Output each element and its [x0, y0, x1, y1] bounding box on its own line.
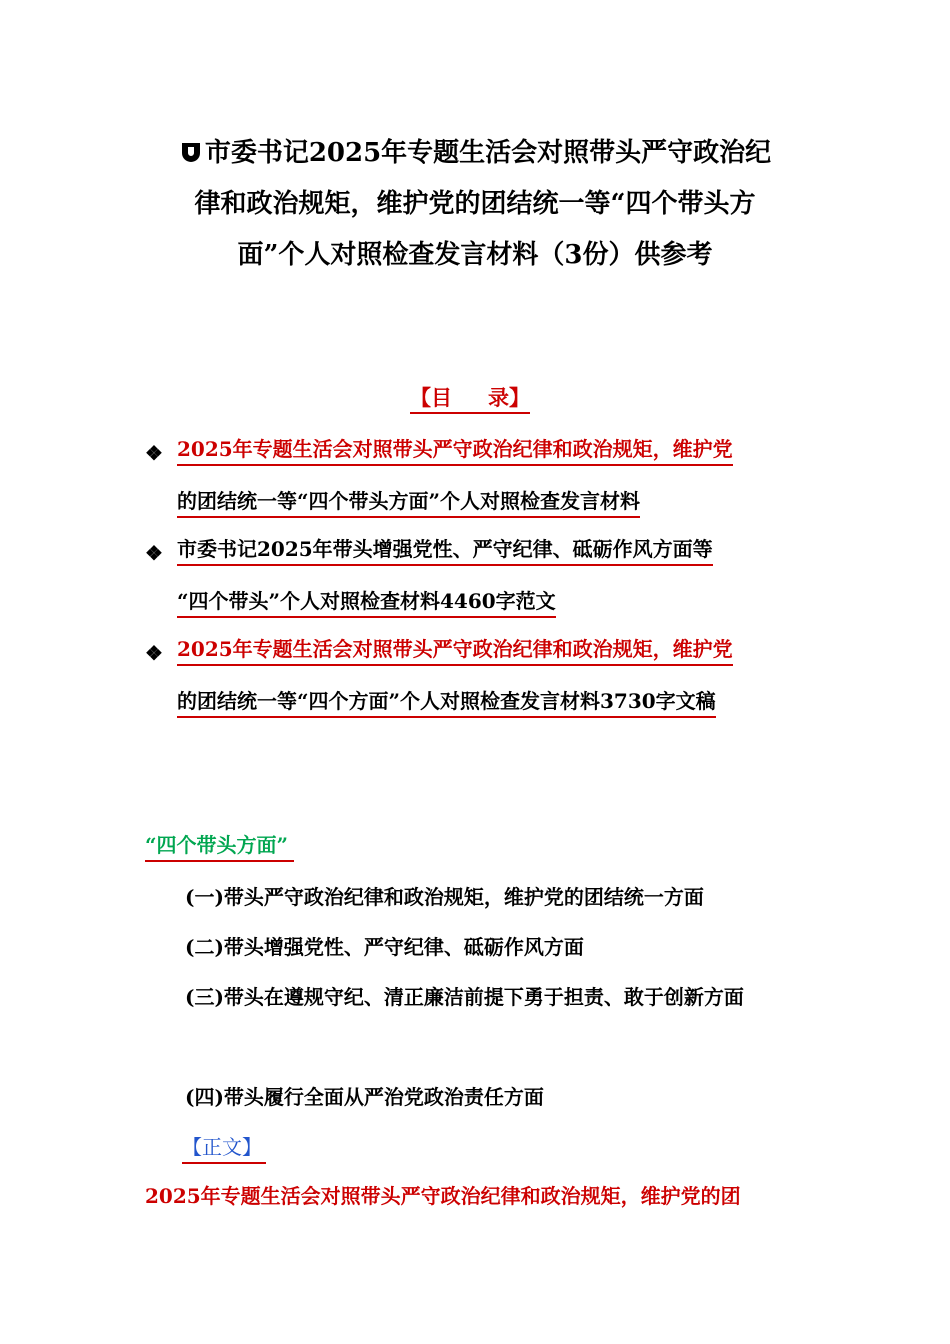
title-line-2: 律和政治规矩，维护党的团结统一等“四个带头方	[194, 189, 756, 219]
aspect-item: (三)带头在遵规守纪、清正廉洁前提下勇于担责、敢于创新方面	[185, 985, 744, 1009]
toc-heading-left: 【目	[410, 385, 452, 410]
diamond-bullet-icon: ❖	[145, 641, 163, 665]
title-line-1-text: 市委书记2025年专题生活会对照带头严守政治纪	[204, 138, 772, 168]
body-heading: 2025年专题生活会对照带头严守政治纪律和政治规矩，维护党的团	[145, 1184, 741, 1208]
aspect-item: (一)带头严守政治纪律和政治规矩，维护党的团结统一方面	[185, 885, 704, 909]
title-line-1	[150, 128, 800, 179]
toc-item-line-2[interactable]: 的团结统一等“四个方面”个人对照检查发言材料3730字文稿	[177, 686, 716, 718]
brand-logo-icon	[179, 140, 203, 164]
toc-heading	[410, 384, 530, 414]
toc-item-line-1[interactable]: 2025年专题生活会对照带头严守政治纪律和政治规矩，维护党	[177, 434, 733, 466]
diamond-bullet-icon: ❖	[145, 541, 163, 565]
toc-item-line-2[interactable]: “四个带头”个人对照检查材料4460字范文	[177, 586, 556, 618]
section-heading: “四个带头方面”	[145, 830, 294, 862]
toc-item-line-1[interactable]: 市委书记2025年带头增强党性、严守纪律、砥砺作风方面等	[177, 534, 713, 566]
document-title	[150, 128, 800, 281]
title-line-3: 面”个人对照检查发言材料（3份）供参考	[237, 240, 713, 270]
diamond-bullet-icon: ❖	[145, 441, 163, 465]
zhengwen-label-text: 【正文】	[182, 1135, 262, 1159]
toc-item-line-1[interactable]: 2025年专题生活会对照带头严守政治纪律和政治规矩，维护党	[177, 634, 733, 666]
zhengwen-label	[182, 1132, 266, 1164]
aspect-item: (二)带头增强党性、严守纪律、砥砺作风方面	[185, 935, 584, 959]
toc-heading-right: 录】	[488, 385, 530, 410]
toc-item-link[interactable]	[177, 534, 807, 638]
toc-item-link[interactable]	[177, 434, 807, 538]
toc-item-line-2[interactable]: 的团结统一等“四个带头方面”个人对照检查发言材料	[177, 486, 640, 518]
toc-item-link[interactable]	[177, 634, 807, 738]
aspect-item: (四)带头履行全面从严治党政治责任方面	[185, 1085, 544, 1109]
